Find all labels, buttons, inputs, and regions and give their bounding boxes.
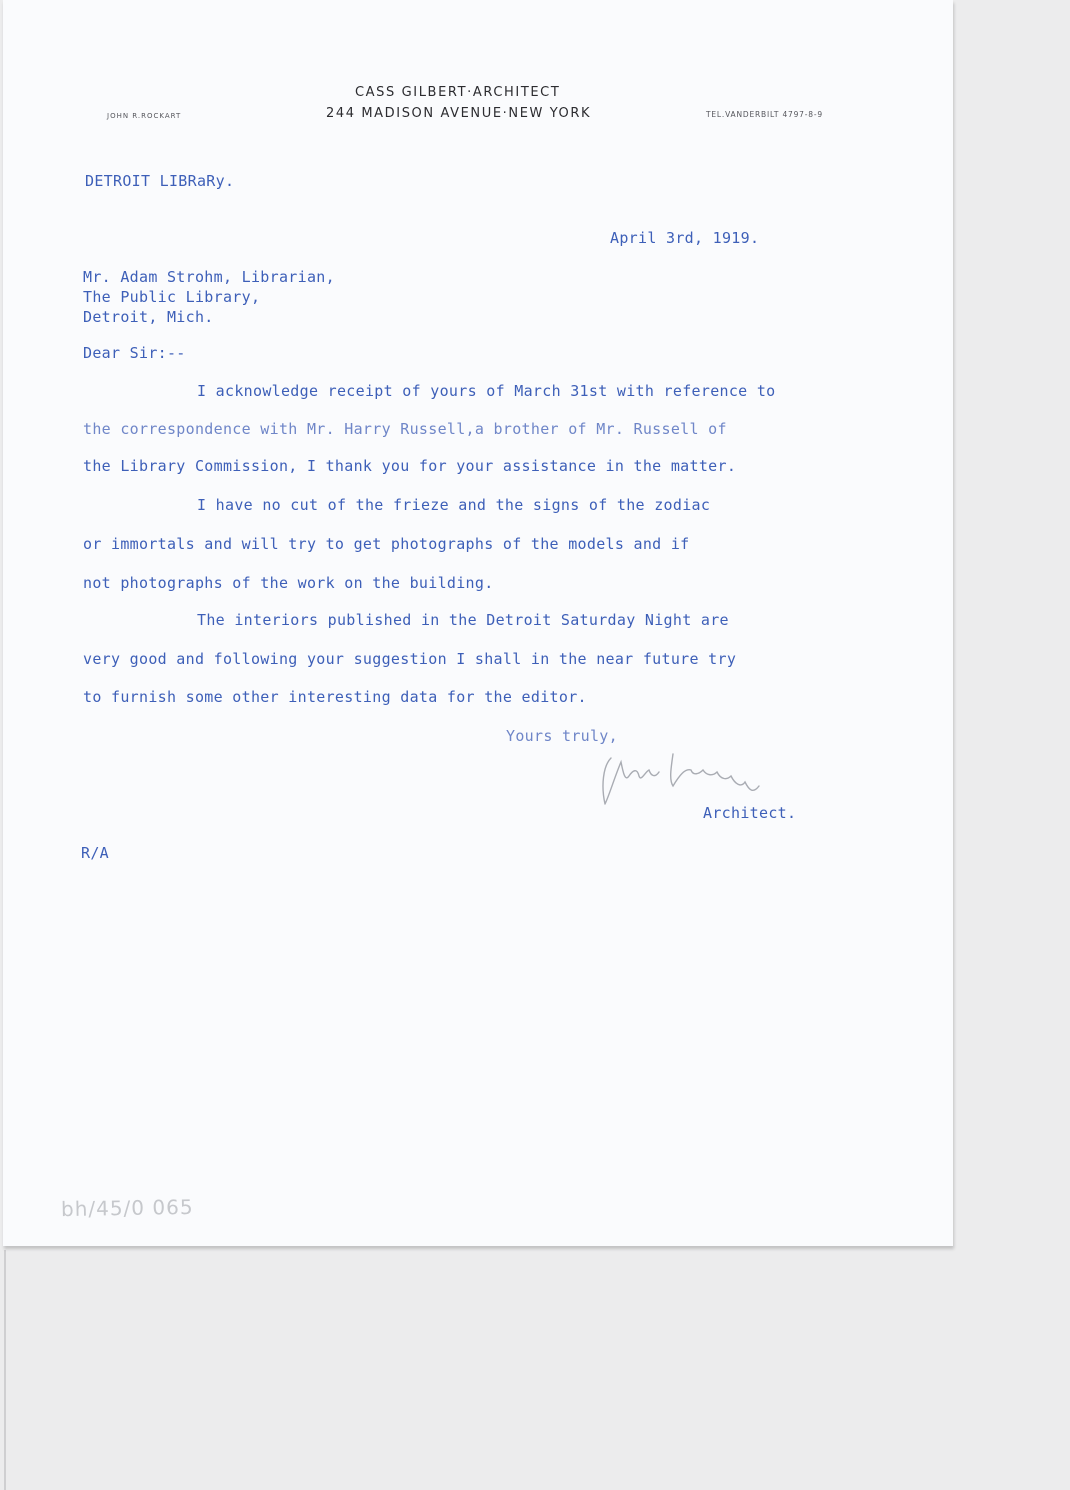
signer-title: Architect.: [703, 804, 797, 822]
signature-stroke: [603, 754, 759, 804]
backing-sheet-edge: [4, 1250, 6, 1490]
typist-initials: R/A: [81, 844, 109, 862]
letter-subject: DETROIT LIBRaRy.: [85, 172, 235, 190]
letter-page: [3, 0, 953, 1246]
recipient-line-1: Mr. Adam Strohm, Librarian,: [83, 268, 335, 286]
recipient-line-3: Detroit, Mich.: [83, 308, 214, 326]
salutation: Dear Sir:--: [83, 344, 186, 362]
body-line: very good and following your suggestion I shall in the near future try: [83, 650, 737, 668]
body-line: I have no cut of the frieze and the signs of the zodiac: [197, 496, 711, 514]
body-line: to furnish some other interesting data for the editor.: [83, 688, 587, 706]
letter-date: April 3rd, 1919.: [610, 229, 760, 247]
letterhead-firm: CASS GILBERT·ARCHITECT: [355, 85, 561, 100]
recipient-line-2: The Public Library,: [83, 288, 261, 306]
letterhead-address: 244 MADISON AVENUE·NEW YORK: [326, 106, 592, 121]
body-line: The interiors published in the Detroit Saturday Night are: [197, 611, 729, 629]
body-line: the Library Commission, I thank you for your assistance in the matter.: [83, 457, 737, 475]
letterhead-telephone: TEL.VANDERBILT 4797-8-9: [706, 110, 823, 119]
archive-stamp: bh/45/0 065: [60, 1194, 194, 1222]
letterhead-associate: JOHN R.ROCKART: [107, 112, 182, 120]
body-line: or immortals and will try to get photographs of the models and if: [83, 535, 690, 553]
closing: Yours truly,: [506, 727, 618, 745]
body-line: not photographs of the work on the building.: [83, 574, 494, 592]
body-line: the correspondence with Mr. Harry Russell,a brother of Mr. Russell of: [83, 420, 727, 438]
body-line: I acknowledge receipt of yours of March 31st with reference to: [197, 382, 776, 400]
